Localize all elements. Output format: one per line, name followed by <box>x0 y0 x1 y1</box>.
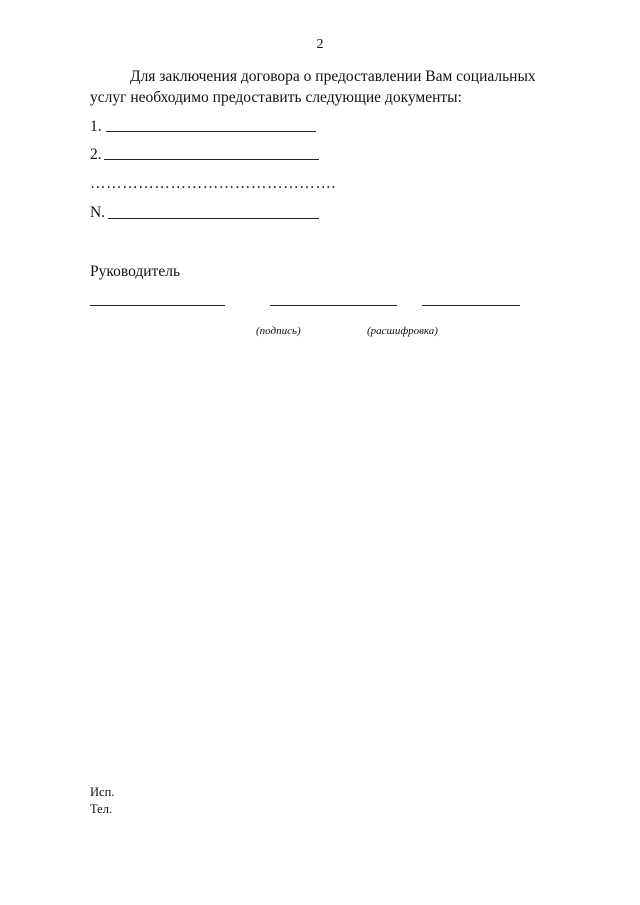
intro-text-line-1: Для заключения договора о предоставлении Вам социальных <box>130 68 536 85</box>
executor-label: Исп. <box>90 785 115 799</box>
head-title: Руководитель <box>90 263 181 280</box>
document-item-n-blank-line <box>108 218 319 219</box>
document-items-ellipsis: ………………………………………. <box>90 175 336 192</box>
document-item-2-blank-line <box>104 159 319 160</box>
intro-text-line-2: услуг необходимо предоставить следующие документы: <box>90 89 462 106</box>
phone-label: Тел. <box>90 802 113 816</box>
position-blank-line <box>90 305 225 306</box>
signature-blank-line <box>270 305 397 306</box>
document-item-1-label: 1. <box>90 118 102 135</box>
page-number: 2 <box>316 37 324 52</box>
document-item-n-label: N. <box>90 204 106 221</box>
document-item-2-label: 2. <box>90 146 102 163</box>
signature-caption: (подпись) <box>256 325 301 337</box>
decoding-caption: (расшифровка) <box>367 325 438 337</box>
document-item-1-blank-line <box>106 131 316 132</box>
decoding-blank-line <box>422 305 520 306</box>
